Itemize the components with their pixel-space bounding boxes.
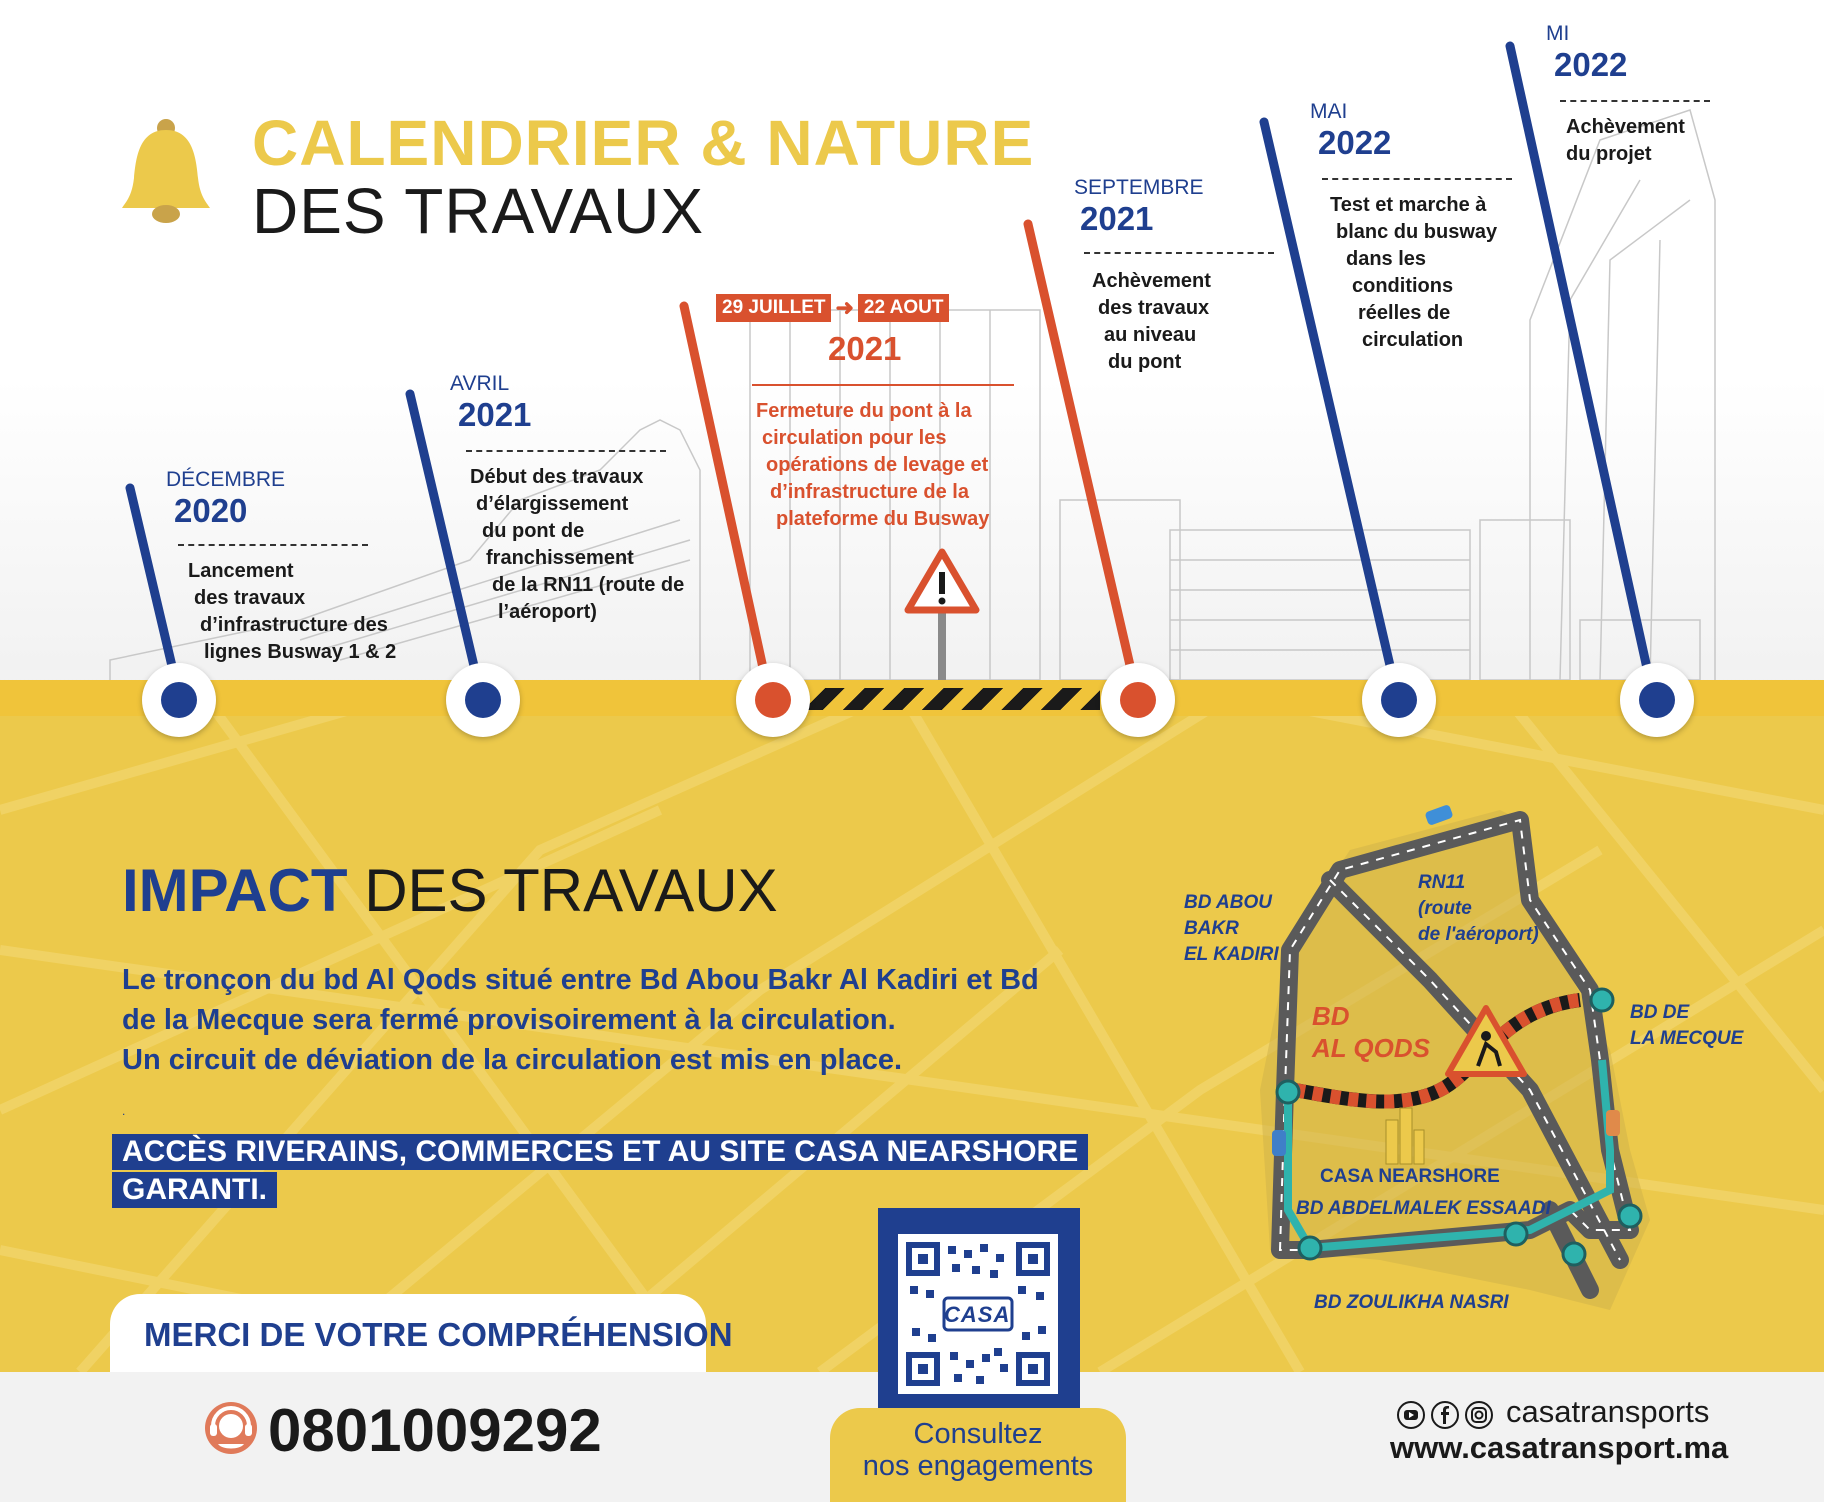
thanks-text: MERCI DE VOTRE COMPRÉHENSION bbox=[144, 1316, 733, 1353]
desc-avr2021: Début des travaux d’élargissement du pont de franchissement de la RN11 (route de l’aéroport) bbox=[470, 466, 685, 623]
timeline-dot-jul2021 bbox=[736, 663, 810, 737]
title-line-2: DES TRAVAUX bbox=[252, 175, 704, 247]
divider bbox=[752, 384, 1014, 386]
map-label-essaadi: BD ABDELMALEK ESSAADI bbox=[1296, 1198, 1551, 1219]
youtube-icon[interactable] bbox=[1396, 1400, 1426, 1430]
consult-line-2: nos engagements bbox=[862, 1450, 1094, 1482]
divider bbox=[466, 450, 666, 452]
start-date-tag: 29 JUILLET bbox=[716, 294, 831, 322]
divider bbox=[178, 544, 368, 546]
desc-mai2022: Test et marche à blanc du busway dans les conditions réelles de circulation bbox=[1330, 194, 1498, 351]
website-link[interactable]: www.casatransport.ma bbox=[1390, 1430, 1729, 1465]
timeline-dot-avr2021 bbox=[446, 663, 520, 737]
month-mi2022: MI bbox=[1546, 22, 1570, 45]
year-mai2022: 2022 bbox=[1318, 124, 1392, 161]
month-sep2021: SEPTEMBRE bbox=[1074, 176, 1204, 199]
desc-sep2021: Achèvement des travaux au niveau du pont bbox=[1092, 270, 1211, 373]
year-mi2022: 2022 bbox=[1554, 46, 1628, 83]
title-line-1: CALENDRIER & NATURE bbox=[252, 107, 1035, 179]
year-jul2021: 2021 bbox=[828, 330, 902, 367]
date-range-jul2021 bbox=[716, 294, 949, 322]
year-dec2020: 2020 bbox=[174, 492, 248, 529]
timeline-dot-sep2021 bbox=[1101, 663, 1175, 737]
year-avr2021: 2021 bbox=[458, 396, 532, 433]
month-mai2022: MAI bbox=[1310, 100, 1348, 123]
phone-number[interactable]: 0801009292 bbox=[268, 1397, 602, 1464]
map-label-zoulikha: BD ZOULIKHA NASRI bbox=[1314, 1292, 1509, 1313]
arrow-right-icon: ➜ bbox=[835, 295, 854, 320]
dot-mark: . bbox=[122, 1104, 126, 1118]
end-date-tag: 22 AOUT bbox=[858, 294, 950, 322]
consult-line-1: Consultez bbox=[913, 1418, 1043, 1450]
map-label-al-qods: BD AL QODS bbox=[1312, 1001, 1430, 1063]
timeline-dot-mi2022 bbox=[1620, 663, 1694, 737]
social-handle[interactable]: casatransports bbox=[1506, 1394, 1710, 1429]
divider bbox=[1560, 100, 1710, 102]
desc-dec2020: Lancement des travaux d’infrastructure des lignes Busway 1 & 2 bbox=[188, 560, 397, 663]
map-label-rn11: RN11 (route de l'aéroport) bbox=[1418, 872, 1539, 945]
desc-mi2022: Achèvement du projet bbox=[1566, 116, 1685, 165]
impact-title: IMPACT DES TRAVAUX bbox=[122, 857, 778, 924]
warning-sign-icon bbox=[904, 548, 980, 680]
divider bbox=[1322, 178, 1512, 180]
month-avr2021: AVRIL bbox=[450, 372, 510, 395]
desc-jul2021: Fermeture du pont à la circulation pour les opérations de levage et d’infrastructure de la plateforme du Busway bbox=[756, 400, 990, 530]
timeline-dot-dec2020 bbox=[142, 663, 216, 737]
timeline-dot-mai2022 bbox=[1362, 663, 1436, 737]
casa-logo: CASA bbox=[944, 1302, 1011, 1327]
facebook-icon[interactable] bbox=[1430, 1400, 1460, 1430]
instagram-icon[interactable] bbox=[1464, 1400, 1494, 1430]
map-label-abou-bakr: BD ABOU BAKR EL KADIRI bbox=[1184, 892, 1279, 965]
divider bbox=[1084, 252, 1274, 254]
year-sep2021: 2021 bbox=[1080, 200, 1154, 237]
social-icons bbox=[1396, 1400, 1494, 1430]
impact-description: Le tronçon du bd Al Qods situé entre Bd Abou Bakr Al Kadiri et Bd de la Mecque sera fermé provisoirement à la circulation. Un circuit de déviation de la circulation est mis en place. bbox=[122, 964, 1039, 1076]
headset-icon bbox=[204, 1400, 258, 1456]
map-label-nearshore: CASA NEARSHORE bbox=[1320, 1166, 1500, 1187]
map-label-mecque: BD DE LA MECQUE bbox=[1630, 1002, 1744, 1049]
month-dec2020: DÉCEMBRE bbox=[166, 468, 286, 491]
access-notice: ACCÈS RIVERAINS, COMMERCES ET AU SITE CASA NEARSHORE GARANTI. bbox=[112, 1134, 1088, 1208]
